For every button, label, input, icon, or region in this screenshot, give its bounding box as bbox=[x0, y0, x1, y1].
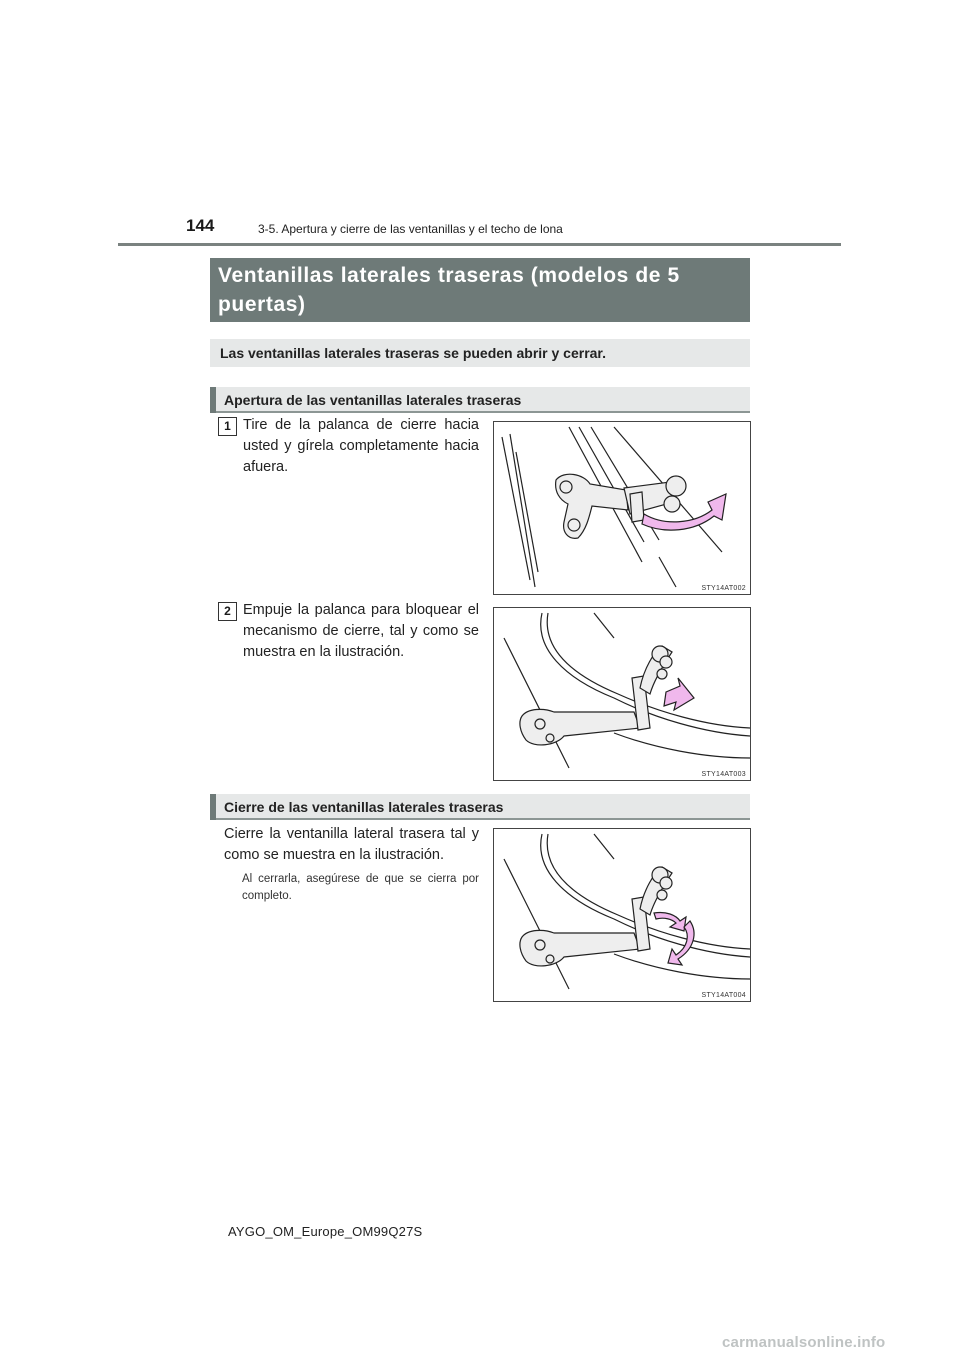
figure-lever-pull bbox=[493, 421, 751, 595]
step-1-text: Tire de la palanca de cierre hacia usted y gírela completamente hacia afuera. bbox=[243, 417, 479, 475]
page-number: 144 bbox=[186, 216, 215, 235]
opening-heading: Apertura de las ventanillas laterales traseras bbox=[224, 392, 522, 408]
latch-illustration-1 bbox=[494, 422, 750, 594]
step-badge-2: 2 bbox=[218, 602, 237, 621]
figure-lever-push bbox=[493, 607, 751, 781]
figure-code: STY14AT004 bbox=[701, 992, 746, 999]
closing-heading-bar bbox=[210, 794, 750, 820]
figure-code: STY14AT002 bbox=[701, 585, 746, 592]
closing-text: Cierre la ventanilla lateral trasera tal y como se muestra en la ilustración. bbox=[224, 826, 479, 863]
section-header bbox=[210, 258, 750, 322]
figure-window-close bbox=[493, 828, 751, 1002]
closing-note: Al cerrarla, asegúrese de que se cierra por completo. bbox=[242, 873, 479, 902]
latch-illustration-3 bbox=[494, 829, 750, 1001]
step-badge-1: 1 bbox=[218, 417, 237, 436]
chapter-title: 3-5. Apertura y cierre de las ventanillas y el techo de lona bbox=[258, 222, 563, 236]
watermark: carmanualsonline.info bbox=[722, 1334, 886, 1351]
section-title: Ventanillas laterales traseras (modelos de 5 puertas) bbox=[218, 264, 680, 316]
step-2-text: Empuje la palanca para bloquear el mecanismo de cierre, tal y como se muestra en la ilustración. bbox=[243, 602, 479, 660]
figure-code: STY14AT003 bbox=[701, 771, 746, 778]
footer-code: AYGO_OM_Europe_OM99Q27S bbox=[228, 1224, 423, 1239]
header-divider bbox=[118, 243, 841, 246]
opening-heading-bar bbox=[210, 387, 750, 413]
intro-text: Las ventanillas laterales traseras se pueden abrir y cerrar. bbox=[220, 345, 606, 361]
latch-illustration-2 bbox=[494, 608, 750, 780]
intro-bar bbox=[210, 339, 750, 367]
closing-heading: Cierre de las ventanillas laterales traseras bbox=[224, 799, 504, 815]
